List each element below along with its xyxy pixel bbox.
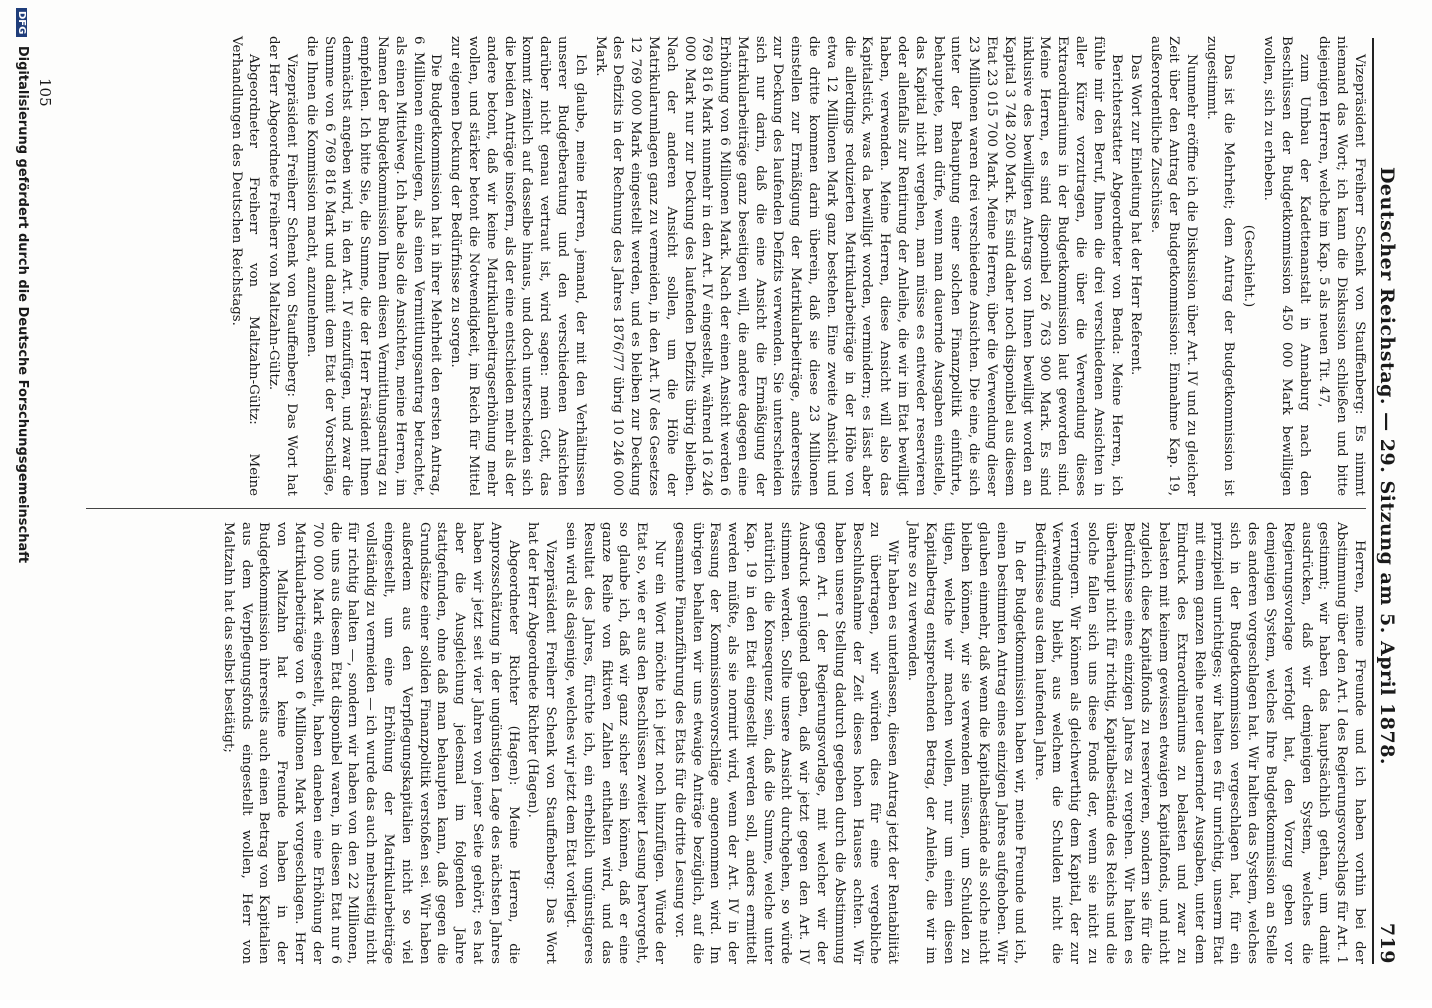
paragraph: Ich glaube, meine Herren, jemand, der mit den Verhältnissen unserer Budgetberatung und den verschiedenen Ansichten darüber nicht genau vertraut ist, wird sagen: mein Gott, das kommt ziemlich auf dasselbe hinaus, und doch unterscheiden sich die beiden Anträge insofern, als der eine entschieden mehr als der andere betont, daß wir keine Matrikularbeitragserhöhung mehr wollen, und stärker betont die Notwendigkeit, im Reich für Mittel zur eigenen Deckung der Bedürfnisse zu sorgen. (448, 36, 588, 496)
paragraph: Vizepräsident Freiherr Schenk von Stauffenberg: Es nimmt niemand das Wort; ich kann die Diskussion schließen und bitte diejenigen Herren, welche im Kap. 5 als neuen Tit. 47, (1316, 36, 1367, 496)
digitization-text: Digitalisierung gefördert durch die Deutsche Forschungsgemeinschaft (15, 45, 30, 564)
left-column (225, 36, 1368, 496)
paragraph: zum Umbau der Kadettenanstalt in Annaburg nach den Beschlüssen der Budgetkommission 450 000 Mark bewilligen wollen, sich zu erheben. (1261, 36, 1312, 496)
paragraph: Abgeordneter Freiherr von Maltzahn-Gültz: Meine Verhandlungen des Deutschen Reichstags. (228, 36, 262, 496)
paragraph: Nur ein Wort möchte ich jetzt noch hinzufügen. Würde der Etat so, wie er aus den Beschlüssen zweiter Lesung hervorgeht, so glaube ich, daß wir ganz sicher sein können, daß er eine ganze Reihe von fiktiven Zahlen enthalten wird, und das Resultat des Jahres, fürchte ich, ein erheblich ungünstigeres sein wird als dasjenige, welches wir jetzt dem Etat vorliegt. (562, 522, 667, 964)
running-head (1372, 38, 1398, 964)
sheet-number: 105 (36, 78, 54, 107)
paragraph: Wir haben es unterlassen, diesen Antrag jetzt der Rentabilität zu übertragen, wir würden dies für eine vergebliche Beschlußnahme der Zeit dieses hohen Hauses achten. Wir haben unsere Stellung dadurch gegeben durch die Abstimmung gegen Art. I der Regierungsvorlage, mit welcher wir der Ausdruck genügend gaben, daß wir jetzt gegen den Art. IV stimmen werden. Sollte unsere Ansicht durchgehen, so würde natürlich die Konsequenz sein, daß die Summe, welche unter Kap. 19 in den Etat eingestellt werden soll, anders ermittelt werden müßte, als sie normirt wird, wenn der Art. IV in der Fassung der Kommissionsvorschläge angenommen wird. Im übrigen behalten wir uns etwaige Anträge bezüglich, auf die gesammte Finanzführung des Etats für die dritte Lesung vor. (671, 522, 901, 964)
paragraph: Vizepräsident Freiherr Schenk von Stauffenberg: Das Wort hat der Herr Abgeordnete Freiherr von Maltzahn-Gültz. (266, 36, 299, 496)
paragraph: In der Budgetkommission haben wir, meine Freunde und ich, einen bestimmten Antrag eines einzigen Jahres aufgehoben. Wir glauben einmehr, daß wenn die Kapitalbestände als solche nicht bleiben können, wir sie verwenden müssen, um Schulden zu tilgen, welche wir machen wollen, nur um einen diesen Kapitalbetrag entsprechenden Betrag, der Anleihe, die wir im Jahre so zu verwenden. (905, 522, 1027, 964)
paragraph: Vizepräsident Freiherr Schenk von Stauffenberg: Das Wort hat der Herr Abgeordnete Richter (Hagen). (525, 522, 559, 964)
dfg-logo-icon: DFG (16, 8, 27, 37)
paragraph: Das Wort zur Einleitung hat der Herr Referent. (1128, 54, 1144, 376)
page-number: 719 (1376, 922, 1398, 964)
paragraph: Berichterstatter Abgeordneter von Benda: Meine Herren, ich fühle mir den Beruf, Ihnen die drei verschiedenen Ansichten in aller Kürze vorzutragen, die über die Verwendung dieses Extraordinariums in der Budgetkommission laut geworden sind. Meine Herren, es sind disponibel 26 763 900 Mark. Es sind inklusive des bewilligten Antrags von Ihnen bewilligt worden an Kapital 3 748 200 Mark. Es sind daher noch disponibel aus diesem Etat 23 015 700 Mark. Meine Herren, über die Verwendung dieser 23 Millionen waren drei verschiedene Ansichten. Die eine, die sich unter der Behauptung einer solchen Finanzpolitik einführte, behauptete, man dürfe, wenn man dauernde Ausgaben einstelle, das Kapital nicht vergehen, man müsse es entweder reservieren oder allenfalls zur Rentirung der Anleihe, die wir im Etat bewilligt haben, verwenden. Meine Herren, diese Ansicht will also das Kapitalstück, was da bewilligt worden, vermindern; es lässt aber die allerdings reduzierten Matrikularbeiträge in der Höhe von etwa 12 Millionen Mark ganz bestehen. Eine zweite Ansicht und die dritte kommen darin überein, daß sie diese 23 Millionen einstellen zur Ermäßigung der Matrikularbeiträge, andererseits zur Deckung des laufenden Defizits verwenden. Sie unterscheiden sich nur darin, daß die eine Ansicht die Ermäßigung der Matrikularbeiträge ganz beseitigen will, die andere dagegen eine Erhöhung von 6 Millionen Mark. Nach der einen Ansicht werden 6 769 816 Mark nunmehr in den Art. IV eingestellt, während 16 246 000 Mark nur zur Deckung des laufenden Defizits übrig bleiben. Nach der anderen Ansicht sollen, um die Höhe der Matrikularumlagen ganz zu vermeiden, in den Art. IV des Gesetzes 12 769 000 Mark eingestellt werden, und es bleiben zur Deckung des Defizits in der Rechnung des Jahres 1876/77 übrig 10 246 000 Mark. (592, 36, 1124, 496)
paragraph: Die Budgetkommission hat in ihrer Mehrheit den ersten Antrag, 6 Millionen einzulegen, als einen Vermittlungsantrag betrachtet, als einen Mittelweg. Ich habe also die Ansichten, meine Herren, im Namen der Budgetkommission Ihnen diesen Vermittlungsantrag zu empfehlen. Ich bitte Sie, die Summe, die der Herr Präsident Ihnen demnächst angeben wird, in den Art. IV einzufügen, und zwar die Summe von 6 769 816 Mark und damit dem Etat der Vorschläge, die Ihnen die Kommission macht, anzunehmen. (303, 36, 444, 496)
paragraph: Das ist die Mehrheit; dem Antrag der Budgetkommission ist zugestimmt. (1203, 36, 1237, 496)
digitization-note (6, 8, 30, 1008)
paragraph: Abgeordneter Richter (Hagen): Meine Herren, die Anprozsschätzung in der ungünstigen Lage des nächsten Jahres haben wir jetzt seit vier Jahren von jener Seite gehört; es hat aber die Ausgleichung jedesmal im folgenden Jahre stattgefunden, ohne daß man behaupten kann, daß gegen die Grundsätze einer soliden Finanzpolitik verstoßen sei. Wir haben außerdem aus den Verpflegungskapitalien nicht so viel eingestellt, um eine Erhöhung der Matrikularbeiträge vollständig zu vermeiden — ich wurde das auch mehrseitig nicht für richtig halten —, sondern wir haben von den 22 Millionen, die uns aus diesem Etat disponibel waren, in diesen Etat nur 6 700 000 Mark eingestellt, haben daneben eine Erhöhung der Matrikularbeiträge von 6 Millionen Mark vorgeschlagen. Herr von Maltzahn hat keine Freunde haben in der Budgetkommission ihrerseits auch einen Betrag von Kapitalien aus dem Verpflegungsfonds eingestellt wollen, Herr von Maltzahn hat das selbst bestätigt; (220, 522, 521, 964)
paragraph: Herren, meine Freunde und ich haben vorhin bei der Abstimmung über den Art. I des Regierungsvorschlags für Art. 1 gestimmt; wir haben das hauptsächlich gethan, um damit ausdrücken, daß wir demjenigen System, welches die Regierungsvorlage verfolgt hat, den Vorzug geben vor demjenigen System, welches Ihre Budgetkommission an Stelle des anderen vorgeschlagen hat. Wir halten das System, welches sich in der Budgetkommission vergeschlagen hat, für ein prinzipiell unrichtiges; wir halten es für unrichtig, unserm Etat mit einem ganzen Reihe neuer dauernder Ausgaben, unter dem Eindruck des Extraordinariums zu belasten und zwar zu belasten mit keinem gewissen etwaigen Kapitalfonds, und nicht zugleich diese Kapitalfonds zu reservieren, sondern sie für die Bedürfnisse eines einzigen Jahres zu vergehen. Wir halten es überhaupt nicht für richtig, Kapitalbestände des Reichs und die solche fallen sich uns diese Fonds der, wenn sie nicht zu verringern. Wir können als gleichwerthig dem Kapital, der zur Verwendung bleibt, aus welchem die Schulden nicht die Bedürfnisse aus dem laufenden Jahre. (1031, 522, 1367, 964)
paragraph: (Geschieht.) (1241, 224, 1257, 308)
right-column (217, 522, 1368, 964)
paragraph: Nunmehr eröffne ich die Diskussion über Art. IV und zu gleicher Zeit über den Antrag der Budgetkommission: Einnahme Kap. 19, außerordentliche Zuschüsse. (1148, 36, 1199, 496)
running-title: Deutscher Reichstag. — 29. Sitzung am 5. April 1878. (1376, 166, 1398, 766)
column-divider (86, 508, 1366, 509)
